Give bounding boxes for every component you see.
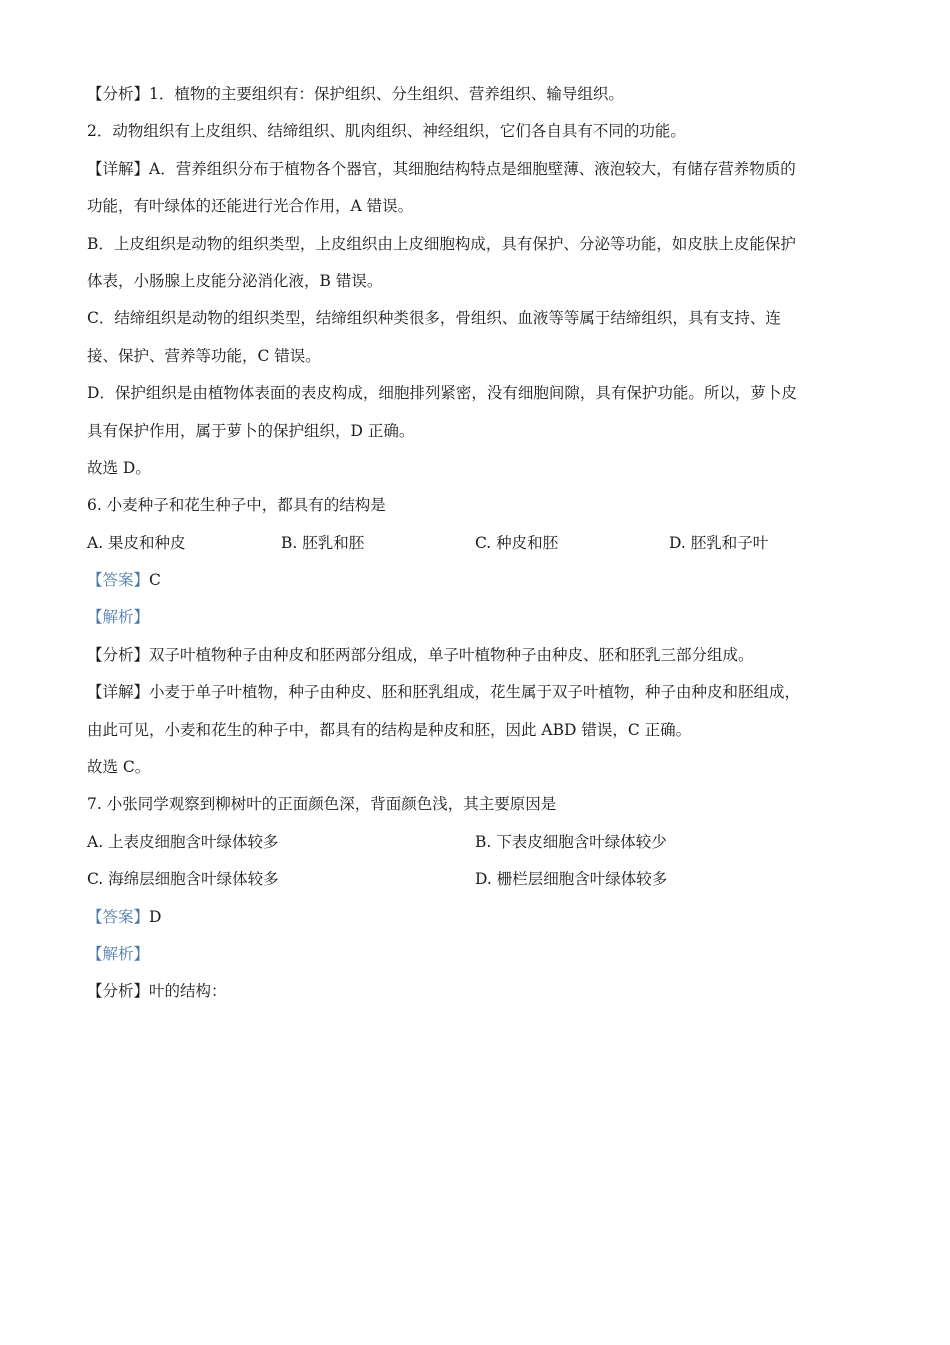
q7-option-d: D. 栅栏层细胞含叶绿体较多	[475, 870, 668, 889]
q7-options-row-1	[87, 824, 867, 861]
q7-option-b: B. 下表皮细胞含叶绿体较少	[475, 832, 667, 851]
analysis-tag: 【分析】	[87, 982, 150, 1001]
q6-detail-text-1: 小麦于单子叶植物，种子由种皮、胚和胚乳组成，花生属于双子叶植物，种子由种皮和胚组成，	[149, 683, 801, 702]
q5-detail-c-line-2: 接、保护、营养等功能，C 错误。	[87, 346, 321, 365]
detail-tag: 【详解】	[87, 683, 150, 702]
explain-tag: 【解析】	[87, 608, 150, 627]
analysis-tag: 【分析】	[87, 645, 150, 664]
q7-analysis-text: 叶的结构：	[149, 982, 227, 1001]
q6-explain-line	[87, 599, 867, 636]
q6-option-d: D. 胚乳和子叶	[669, 533, 769, 552]
q5-conclusion: 故选 D。	[87, 458, 151, 477]
q5-detail-a-line-1	[87, 151, 867, 188]
q5-analysis-text-1: 1．植物的主要组织有：保护组织、分生组织、营养组织、输导组织。	[149, 85, 624, 103]
q5-detail-a-text-1: A．营养组织分布于植物各个器官，其细胞结构特点是细胞壁薄、液泡较大，有储存营养物质的	[149, 159, 796, 178]
q6-option-c: C. 种皮和胚	[475, 533, 559, 552]
q5-analysis-line-2: 2．动物组织有上皮组织、结缔组织、肌肉组织、神经组织，它们各自具有不同的功能。	[87, 122, 686, 141]
q6-analysis-text: 双子叶植物种子由种皮和胚两部分组成，单子叶植物种子由种皮、胚和胚乳三部分组成。	[149, 645, 754, 664]
q7-explain-line	[87, 936, 867, 973]
q7-answer-line	[87, 899, 867, 936]
q6-detail-line-2: 由此可见，小麦和花生的种子中，都具有的结构是种皮和胚，因此 ABD 错误，C 正确。	[87, 720, 692, 739]
q5-detail-d-line-1: D．保护组织是由植物体表面的表皮构成，细胞排列紧密，没有细胞间隙，具有保护功能。所以，萝卜皮	[87, 384, 797, 403]
q5-analysis-line-1	[87, 76, 867, 113]
document-page	[87, 76, 867, 1011]
answer-tag: 【答案】	[87, 571, 150, 590]
q6-detail-line-1	[87, 674, 867, 711]
detail-tag: 【详解】	[87, 159, 150, 178]
q7-option-a: A. 上表皮细胞含叶绿体较多	[87, 832, 279, 851]
q6-option-a: A. 果皮和种皮	[87, 533, 186, 552]
q6-options	[87, 525, 867, 562]
q6-analysis-line	[87, 637, 867, 674]
q7-stem: 7. 小张同学观察到柳树叶的正面颜色深，背面颜色浅，其主要原因是	[87, 795, 557, 814]
analysis-tag: 【分析】	[87, 85, 150, 103]
q7-answer: D	[149, 907, 162, 926]
answer-tag: 【答案】	[87, 907, 150, 926]
q6-option-b: B. 胚乳和胚	[281, 533, 365, 552]
q5-detail-b-line-1: B．上皮组织是动物的组织类型，上皮组织由上皮细胞构成，具有保护、分泌等功能，如皮肤上皮能保护	[87, 234, 796, 253]
q7-analysis-line	[87, 973, 867, 1010]
explain-tag: 【解析】	[87, 944, 150, 963]
q7-option-c: C. 海绵层细胞含叶绿体较多	[87, 870, 279, 889]
q6-conclusion: 故选 C。	[87, 758, 151, 777]
q5-detail-a-line-2: 功能，有叶绿体的还能进行光合作用，A 错误。	[87, 197, 414, 216]
q6-answer-line	[87, 562, 867, 599]
q5-detail-d-line-2: 具有保护作用，属于萝卜的保护组织，D 正确。	[87, 421, 415, 440]
q6-stem: 6. 小麦种子和花生种子中，都具有的结构是	[87, 496, 386, 515]
q5-detail-c-line-1: C．结缔组织是动物的组织类型，结缔组织种类很多，骨组织、血液等等属于结缔组织，具有支持、连	[87, 309, 781, 328]
q6-answer: C	[149, 571, 161, 590]
q5-detail-b-line-2: 体表，小肠腺上皮能分泌消化液，B 错误。	[87, 271, 383, 290]
q7-options-row-2	[87, 861, 867, 898]
